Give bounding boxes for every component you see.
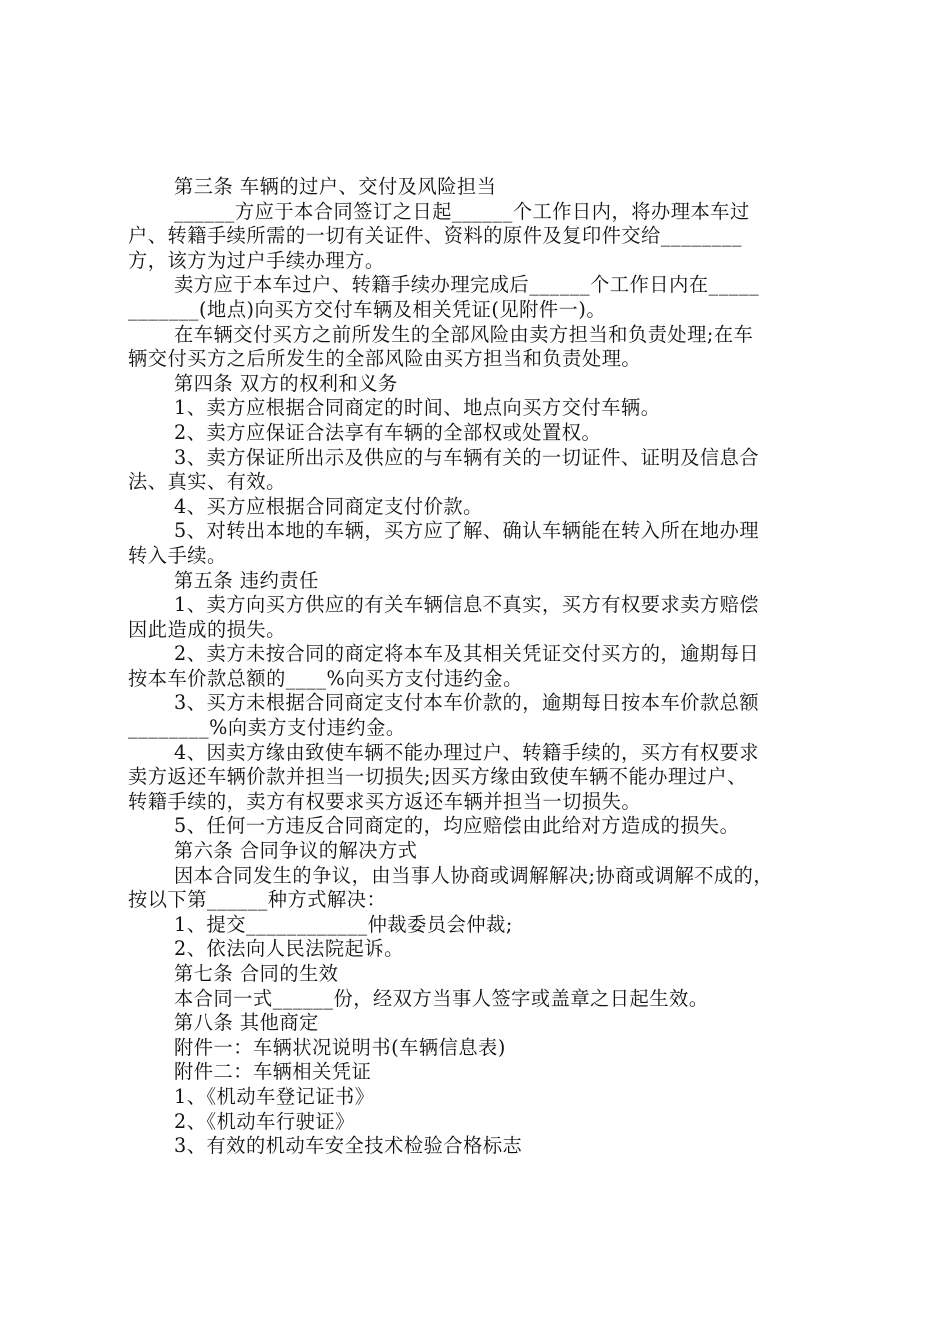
paragraph-line: 卖方应于本车过户、转籍手续办理完成后______个工作日内在_____: [174, 273, 760, 297]
list-item: 3、买方未根据合同商定支付本车价款的，逾期每日按本车价款总额: [174, 691, 760, 715]
paragraph-line: ______方应于本合同签订之日起______个工作日内，将办理本车过: [174, 199, 750, 223]
list-item: 4、因卖方缘由致使车辆不能办理过户、转籍手续的，买方有权要求: [174, 740, 760, 764]
paragraph-line: 转入手续。: [128, 543, 227, 567]
list-item: 1、《机动车登记证书》: [174, 1084, 375, 1108]
attachment-line: 附件一：车辆状况说明书(车辆信息表): [174, 1035, 506, 1059]
list-item: 1、卖方向买方供应的有关车辆信息不真实，买方有权要求卖方赔偿: [174, 593, 760, 617]
list-item: 2、《机动车行驶证》: [174, 1109, 355, 1133]
paragraph-line: 因此造成的损失。: [128, 617, 286, 641]
paragraph-line: 辆交付买方之后所发生的全部风险由买方担当和负责处理。: [128, 347, 642, 371]
list-item: 2、卖方未按合同的商定将本车及其相关凭证交付买方的，逾期每日: [174, 642, 760, 666]
attachment-line: 附件二：车辆相关凭证: [174, 1060, 372, 1084]
list-item: 2、依法向人民法院起诉。: [174, 937, 404, 961]
paragraph-line: 本合同一式______份，经双方当事人签字或盖章之日起生效。: [174, 986, 709, 1010]
list-item: 3、有效的机动车安全技术检验合格标志: [174, 1134, 523, 1158]
list-item: 4、买方应根据合同商定支付价款。: [174, 494, 483, 518]
document-body: [128, 175, 832, 1159]
paragraph-line: _______(地点)向买方交付车辆及相关凭证(见附件一)。: [128, 297, 607, 321]
list-item: 1、卖方应根据合同商定的时间、地点向买方交付车辆。: [174, 396, 661, 420]
list-item: 2、卖方应保证合法享有车辆的全部权或处置权。: [174, 420, 602, 444]
list-item: 5、对转出本地的车辆，买方应了解、确认车辆能在转入所在地办理: [174, 519, 760, 543]
list-item: 3、卖方保证所出示及供应的与车辆有关的一切证件、证明及信息合: [174, 445, 760, 469]
paragraph-line: 法、真实、有效。: [128, 470, 286, 494]
section-heading: 第三条 车辆的过户、交付及风险担当: [174, 175, 497, 198]
section-heading: 第七条 合同的生效: [174, 962, 339, 985]
paragraph-line: 卖方返还车辆价款并担当一切损失;因买方缘由致使车辆不能办理过户、: [128, 765, 747, 789]
section-heading: 第六条 合同争议的解决方式: [174, 839, 418, 863]
section-heading: 第五条 违约责任: [174, 568, 319, 592]
paragraph-line: ________%向卖方支付违约金。: [128, 716, 406, 740]
section-heading: 第四条 双方的权利和义务: [174, 371, 398, 395]
paragraph-line: 按本车价款总额的____%向买方支付违约金。: [128, 666, 523, 690]
paragraph-line: 户、转籍手续所需的一切有关证件、资料的原件及复印件交给________: [128, 224, 743, 248]
list-item: 5、任何一方违反合同商定的，均应赔偿由此给对方造成的损失。: [174, 814, 740, 838]
paragraph-line: 方，该方为过户手续办理方。: [128, 248, 385, 272]
paragraph-line: 在车辆交付买方之前所发生的全部风险由卖方担当和负责处理;在车: [174, 322, 754, 346]
paragraph-line: 因本合同发生的争议，由当事人协商或调解解决;协商或调解不成的，: [174, 863, 774, 887]
paragraph-line: 按以下第______种方式解决：: [128, 888, 387, 912]
section-heading: 第八条 其他商定: [174, 1011, 319, 1035]
list-item: 1、提交____________仲裁委员会仲裁;: [174, 912, 513, 936]
paragraph-line: 转籍手续的，卖方有权要求买方返还车辆并担当一切损失。: [128, 789, 642, 813]
